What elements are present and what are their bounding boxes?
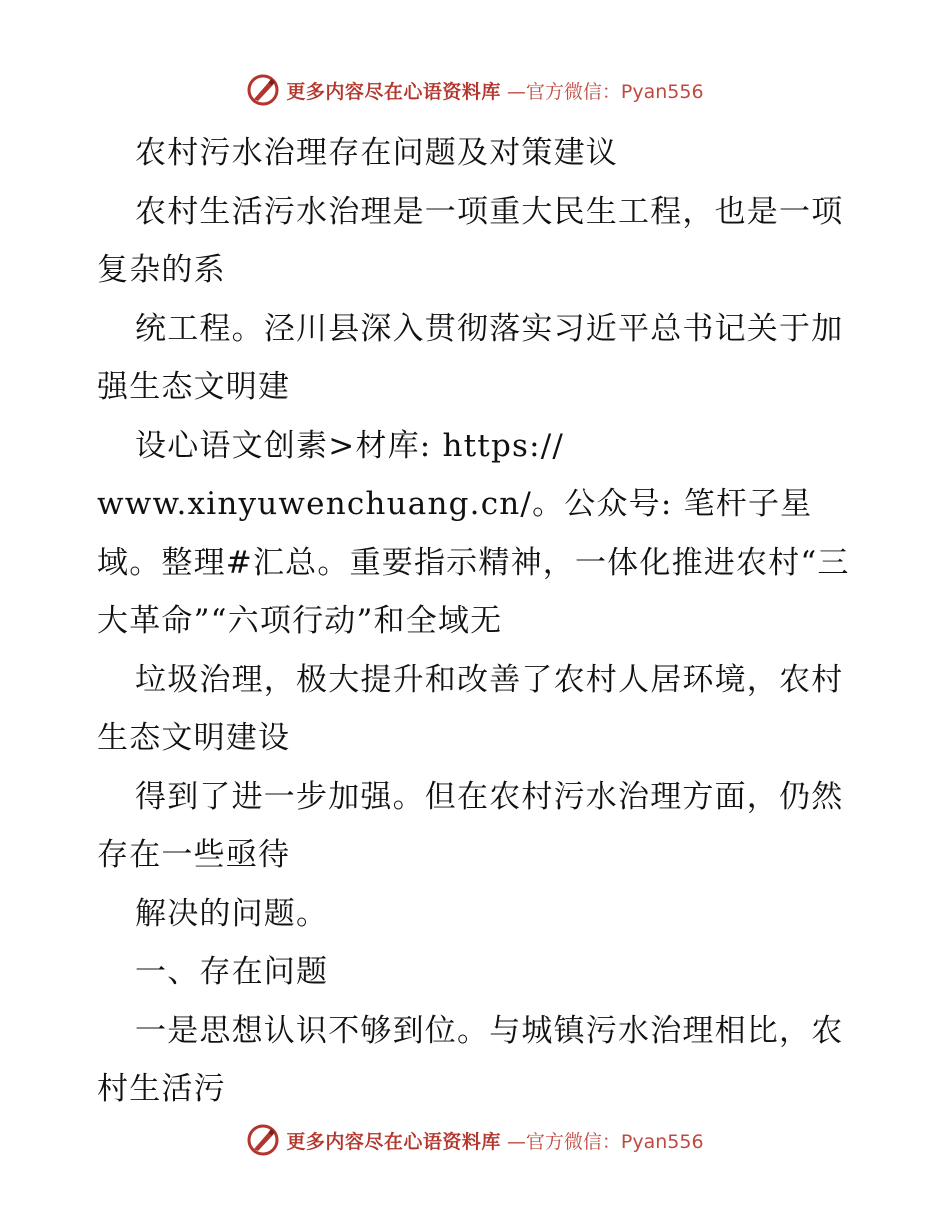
paragraph: 设心语文创素>材库: https:// — [135, 427, 565, 464]
document-body — [97, 124, 857, 1119]
header-banner-text: 更多内容尽在心语资料库 — [286, 80, 501, 103]
header-banner[interactable] — [0, 70, 950, 110]
paragraph: 解决的问题。 — [135, 895, 329, 932]
paragraph: 统工程。泾川县深入贯彻落实习近平总书记关于加强生态文明建 — [97, 310, 844, 405]
footer-banner[interactable] — [0, 1120, 950, 1160]
paragraph: 垃圾治理，极大提升和改善了农村人居环境，农村生态文明建设 — [97, 661, 844, 756]
footer-banner-wechat: —官方微信：Pyan556 — [506, 1130, 704, 1153]
paragraph: 农村生活污水治理是一项重大民生工程，也是一项复杂的系 — [97, 193, 844, 288]
paragraph: www.xinyuwenchuang.cn/。公众号: 笔杆子星域。整理#汇总。重要指示精神，一体化推进农村“三大革命”“六项行动”和全域无 — [97, 486, 850, 639]
paragraph: 得到了进一步加强。但在农村污水治理方面，仍然存在一些亟待 — [97, 778, 844, 873]
footer-banner-text: 更多内容尽在心语资料库 — [286, 1130, 501, 1153]
header-banner-wechat: —官方微信：Pyan556 — [506, 80, 704, 103]
section-heading: 一、存在问题 — [135, 954, 329, 990]
paragraph: 一是思想认识不够到位。与城镇污水治理相比，农村生活污 — [97, 1012, 844, 1107]
pen-logo-icon — [246, 1123, 280, 1157]
document-title: 农村污水治理存在问题及对策建议 — [135, 135, 618, 171]
pen-logo-icon — [246, 73, 280, 107]
